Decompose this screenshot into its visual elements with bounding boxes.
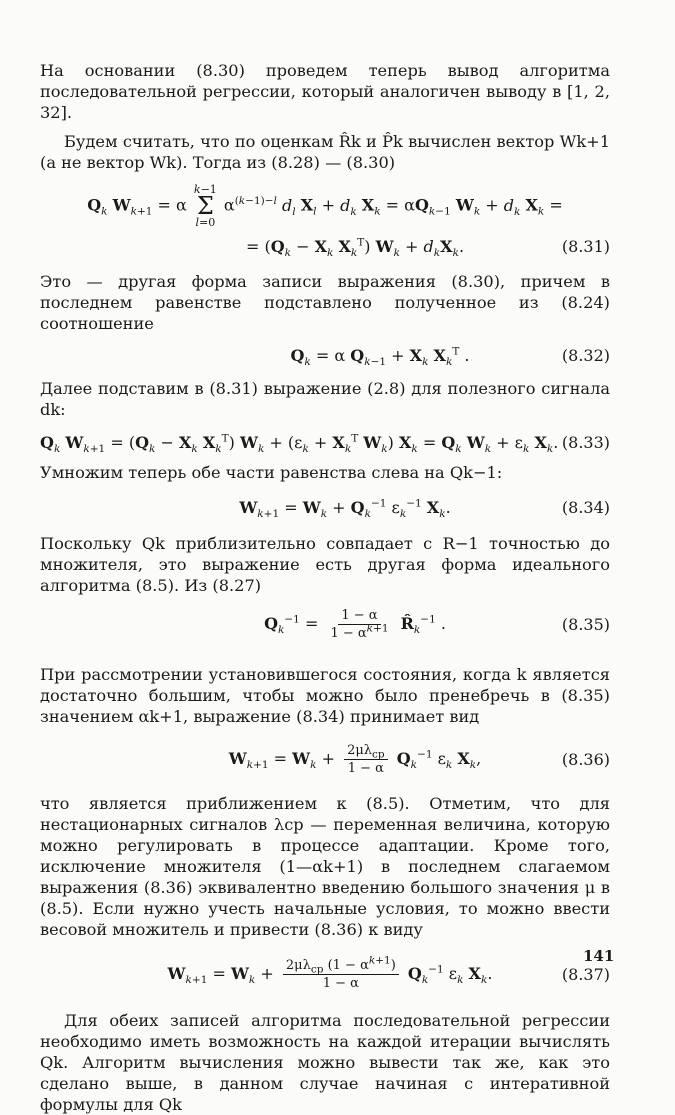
equation-number-8-37: (8.37) bbox=[561, 964, 610, 984]
paragraph-5: Умножим теперь обе части равенства слева на Qk−1: bbox=[40, 463, 503, 482]
paragraph-4: Далее подставим в (8.31) выражение (2.8) для полезного сигнала dk: bbox=[40, 379, 610, 419]
equation-8-32: $Q_k = \alpha$ $Q_{k-1} + X_k$ $X_k^T$ . (8.32) bbox=[290, 345, 610, 368]
equation-8-33: $Q_k$ $W_{k+1} = (Q_k - X_k$ $X_k^T$) $W_k + (\varepsilon_k + X_k^T$ $W_k$) $X_k = Q_k$ $W_k + \varepsilon_k$ $X_k$. (8.33) bbox=[40, 432, 610, 455]
equation-8-37: $W_{k+1} = W_k$ + $\frac{2\mu\lambda_{cp} (1 - \alpha^{k+1})}{1 - \alpha}$ $Q_k^{-1}$ $\varepsilon_k$ $X_k$. (8.37) bbox=[167, 954, 610, 991]
equation-8-31-line1: $Q_k$ $W_{k+1} = \alpha$ k−1 Σ l=0 $\alpha^{(k-1)-l}$ $d_l$ $X_l + d_k$ $X_k = \alpha Q_{k-1}$ $W_k + d_k$ $X_k$ = bbox=[87, 183, 563, 229]
equation-number-8-34: (8.34) bbox=[561, 497, 610, 517]
paragraph-6: Поскольку Qk приблизительно совпадает с R−1 точностью до множителя, это выражение есть другая форма идеального алгоритма (8.5). Из (8.27) bbox=[40, 534, 610, 595]
page-number: 141 bbox=[583, 947, 615, 965]
equation-8-34: $W_{k+1} = W_k + Q_k^{-1}$ $\varepsilon_k^{-1}$ $X_k$. (8.34) bbox=[239, 497, 610, 520]
paragraph-3: Это — другая форма записи выражения (8.30), причем в последнем равенстве подставлено полученное из (8.24) соотношение bbox=[40, 272, 610, 333]
equation-number-8-33: (8.33) bbox=[561, 432, 610, 452]
paragraph-2: Будем считать, что по оценкам R̂k и P̂k вычислен вектор Wk+1 (а не вектор Wk). Тогда из (8.28) — (8.30) bbox=[40, 132, 610, 172]
page-body bbox=[40, 60, 610, 1115]
paragraph-1: На основании (8.30) проведем теперь вывод алгоритма последовательной регрессии, который аналогичен выводу в [1, 2, 32]. bbox=[40, 61, 610, 122]
equation-number-8-32: (8.32) bbox=[561, 345, 610, 365]
equation-8-36: $W_{k+1} = W_k$ + $\frac{2\mu\lambda_{cp}}{1 - \alpha}$ $Q_k^{-1}$ $\varepsilon_k$ $X_k$, (8.36) bbox=[228, 742, 610, 776]
paragraph-7: При рассмотрении установившегося состояния, когда k является достаточно большим, чтобы можно было пренебречь в (8.35) значением αk+1, выражение (8.34) принимает вид bbox=[40, 665, 610, 726]
equation-8-31-line2: = ($Q_k - X_k$ $X_k^T$) $W_k + d_kX_k$. (8.31) bbox=[245, 236, 610, 259]
paragraph-9: Для обеих записей алгоритма последовательной регрессии необходимо иметь возможность на каждой итерации вычислять Qk. Алгоритм вычисления можно вывести так же, как это сделано выше, в данном случае начиная с интеративной формулы для Qk bbox=[40, 1011, 610, 1114]
equation-number-8-35: (8.35) bbox=[561, 614, 610, 634]
equation-number-8-36: (8.36) bbox=[561, 749, 610, 769]
paragraph-8: что является приближением к (8.5). Отметим, что для нестационарных сигналов λcp — переменная величина, которую можно регулировать в процессе адаптации. Кроме того, исключение множителя (1—αk+1) в последнем слагаемом выражения (8.36) эквивалентно введению большого значения μ в (8.5). Если нужно учесть начальные условия, то можно ввести весовой множитель и привести (8.36) к виду bbox=[40, 794, 610, 939]
equation-number-8-31: (8.31) bbox=[561, 236, 610, 256]
equation-8-35: $Q_k^{-1}$ = $\frac{1 - \alpha}{1 - \alpha^{k+1}}$ $R̂_k^{-1}$ . (8.35) bbox=[264, 607, 610, 641]
